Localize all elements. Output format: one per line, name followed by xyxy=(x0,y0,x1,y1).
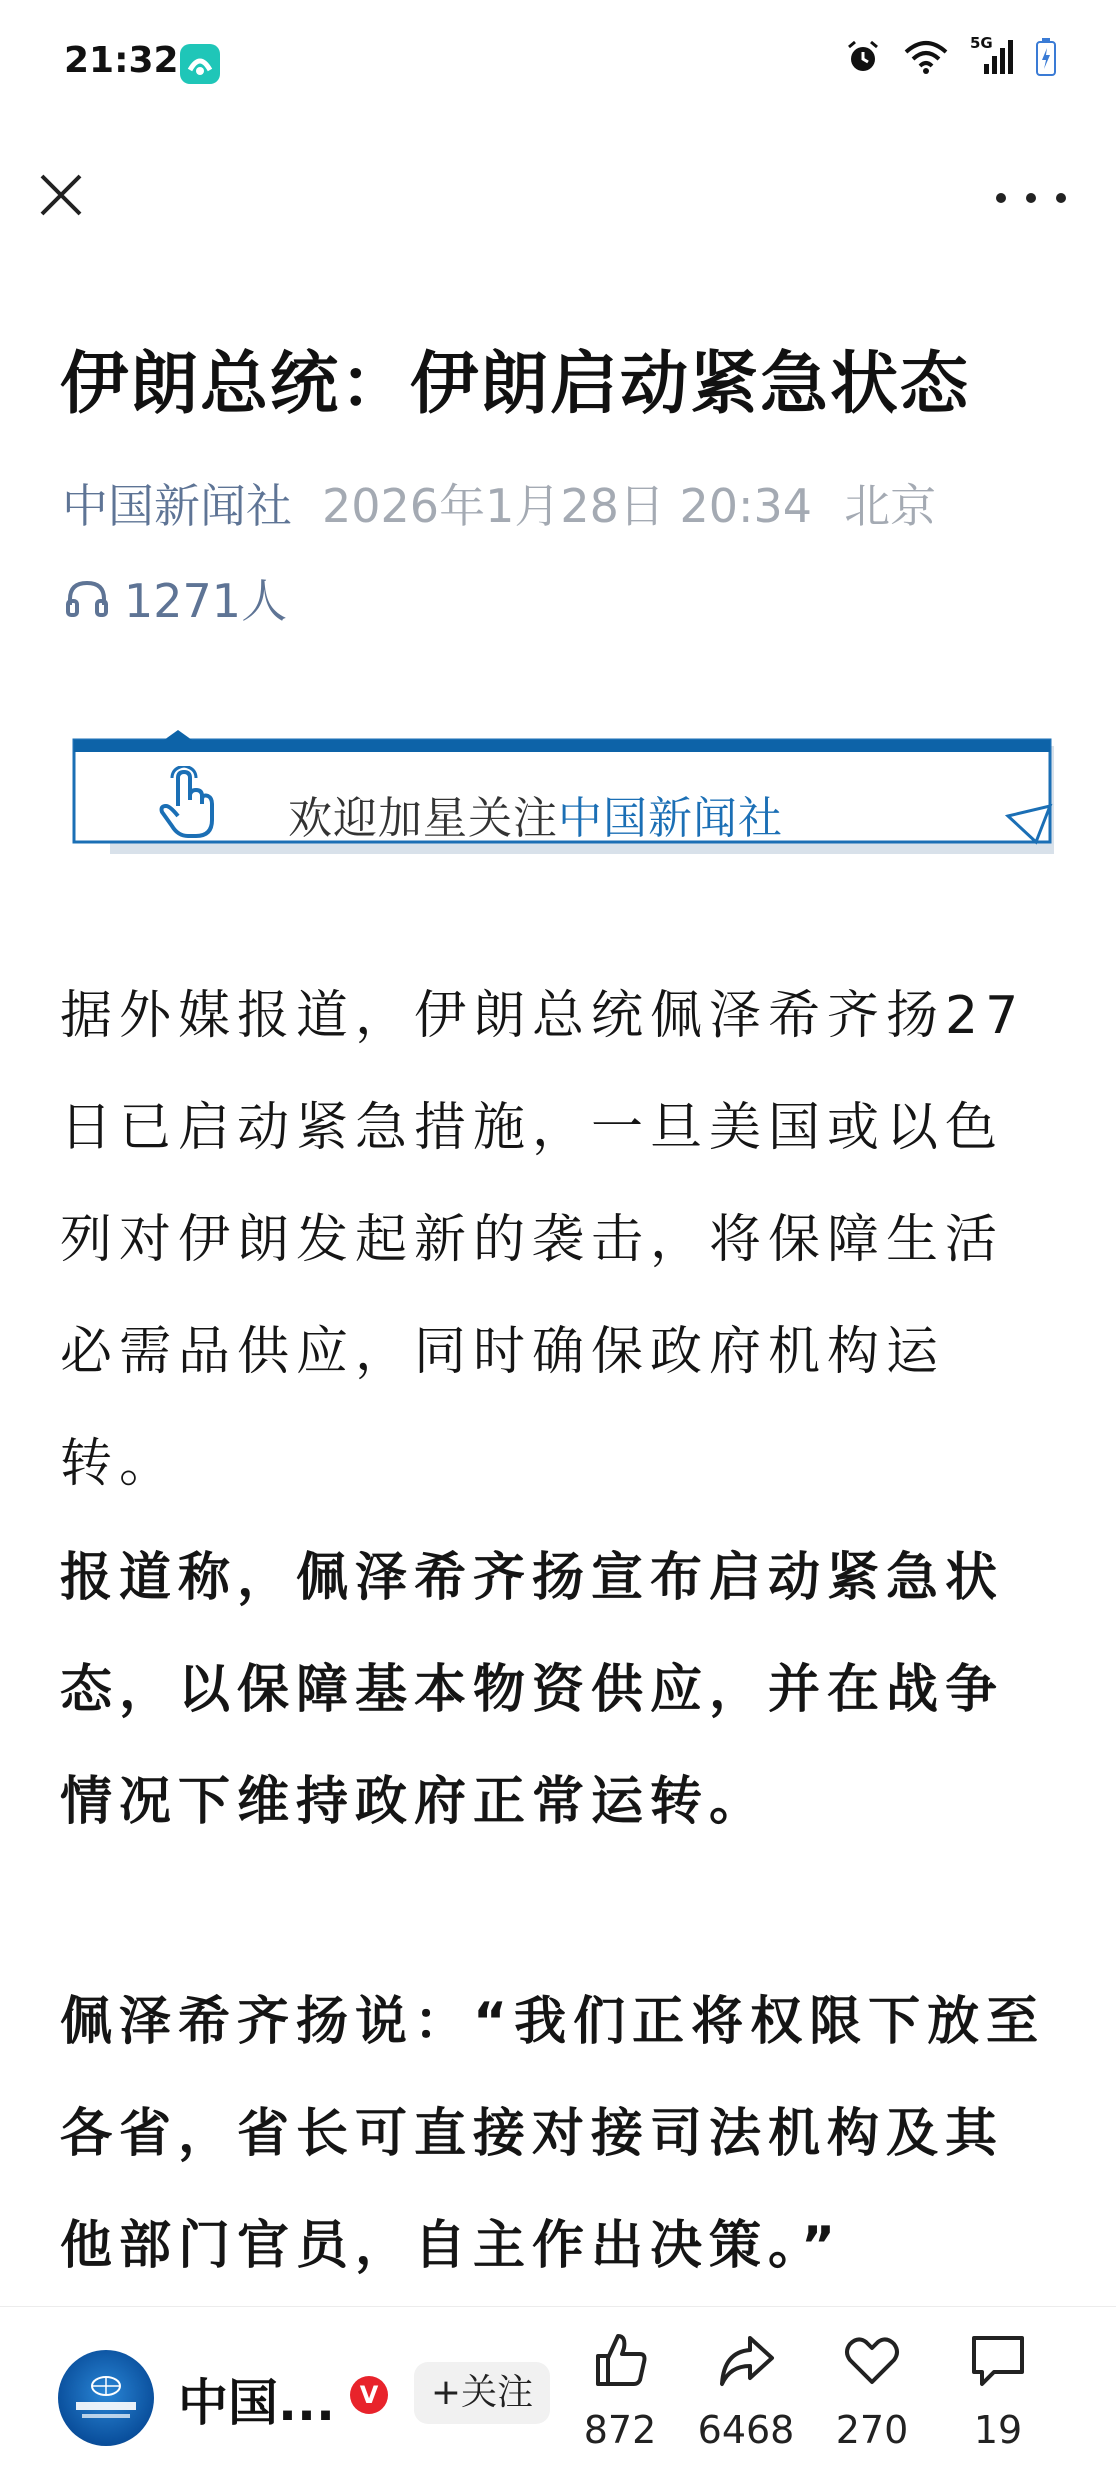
author-avatar[interactable] xyxy=(58,2350,154,2446)
more-button[interactable] xyxy=(996,178,1066,218)
close-button[interactable] xyxy=(36,170,86,220)
source-link[interactable]: 中国新闻社 xyxy=(62,479,292,533)
publish-date: 2026年1月28日 20:34 xyxy=(322,479,813,533)
verified-badge-icon: V xyxy=(350,2376,388,2414)
share-button[interactable] xyxy=(686,2330,806,2452)
alarm-icon xyxy=(844,38,882,76)
follow-button[interactable]: +关注 xyxy=(414,2362,550,2424)
status-icons xyxy=(844,34,1056,76)
paragraph-2: 报道称，佩泽希齐扬宣布启动紧急状态，以保障基本物资供应，并在战争情况下维持政府正常运转。 xyxy=(60,1548,1005,1832)
status-time: 21:32 xyxy=(64,40,179,81)
close-icon xyxy=(36,170,86,220)
share-icon xyxy=(716,2330,776,2390)
comment-button[interactable] xyxy=(938,2330,1058,2452)
battery-icon xyxy=(1036,38,1056,76)
author-name[interactable]: 中国... xyxy=(178,2374,335,2432)
more-dot-icon xyxy=(1026,193,1036,203)
listen-count: 1271人 xyxy=(124,574,288,628)
network-label: 5G xyxy=(970,34,993,52)
more-dot-icon xyxy=(1056,193,1066,203)
publish-location: 北京 xyxy=(844,479,937,533)
banner-label xyxy=(288,782,783,846)
heart-icon xyxy=(842,2330,902,2390)
headphones-icon xyxy=(64,575,110,621)
like-count: 872 xyxy=(583,2408,657,2452)
comment-icon xyxy=(968,2330,1028,2390)
favorite-count: 270 xyxy=(835,2408,909,2452)
listen-button[interactable] xyxy=(64,565,287,631)
thumbs-up-icon xyxy=(590,2330,650,2390)
share-count: 6468 xyxy=(697,2408,795,2452)
article-meta xyxy=(62,470,936,536)
like-button[interactable] xyxy=(560,2330,680,2452)
signal-icon xyxy=(970,34,1014,76)
article-title: 伊朗总统：伊朗启动紧急状态 xyxy=(60,345,971,424)
comment-count: 19 xyxy=(973,2408,1023,2452)
paragraph-1: 据外媒报道，伊朗总统佩泽希齐扬27日已启动紧急措施，一旦美国或以色列对伊朗发起新的袭击，将保障生活必需品供应，同时确保政府机构运转。 xyxy=(60,986,1026,1494)
favorite-button[interactable] xyxy=(812,2330,932,2452)
more-dot-icon xyxy=(996,193,1006,203)
paragraph-3: 佩泽希齐扬说：“我们正将权限下放至各省，省长可直接对接司法机构及其他部门官员，自主作出决策。” xyxy=(60,1992,1046,2276)
app-icon xyxy=(180,44,220,84)
banner-brand: 中国新闻社 xyxy=(558,793,783,844)
wifi-icon xyxy=(904,40,948,74)
hand-pointer-icon xyxy=(154,766,220,842)
banner-prefix: 欢迎加星关注 xyxy=(288,793,558,844)
